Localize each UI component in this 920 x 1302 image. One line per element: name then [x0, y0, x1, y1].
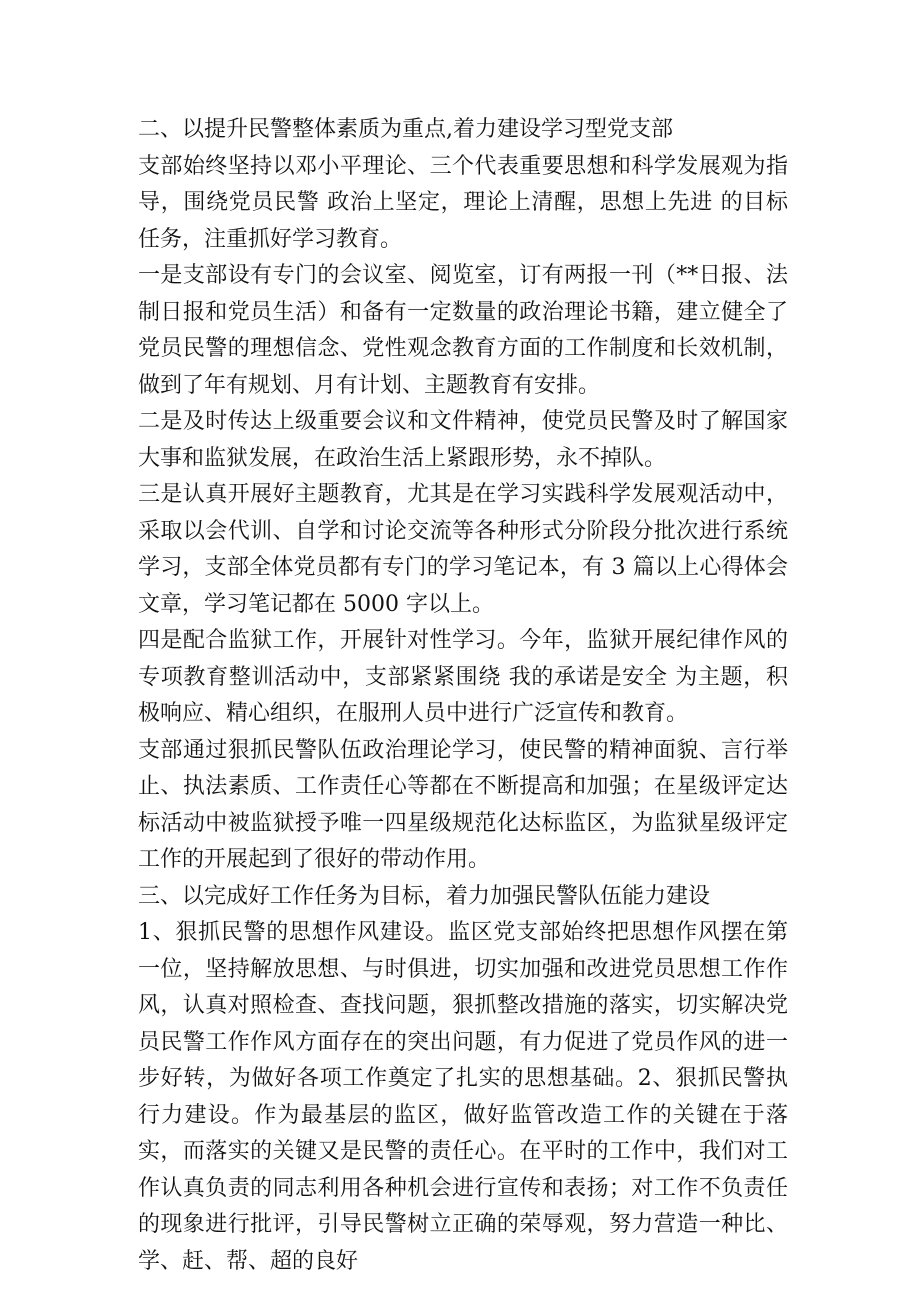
paragraph-point-four: 四是配合监狱工作，开展针对性学习。今年，监狱开展纪律作风的专项教育整训活动中，支部紧紧围绕 我的承诺是安全 为主题，积极响应、精心组织，在服刑人员中进行广泛宣传和教育。: [138, 628, 788, 726]
document-body: [138, 112, 788, 1280]
paragraph-summary: 支部通过狠抓民警队伍政治理论学习，使民警的精神面貌、言行举止、执法素质、工作责任心等都在不断提高和加强；在星级评定达标活动中被监狱授予唯一四星级规范化达标监区，为监狱星级评定工作的开展起到了很好的带动作用。: [138, 737, 788, 872]
paragraph-guiding-principle: 支部始终坚持以邓小平理论、三个代表重要思想和科学发展观为指导，围绕党员民警 政治上坚定，理论上清醒，思想上先进 的目标任务，注重抓好学习教育。: [138, 153, 788, 252]
paragraph-work-style: 1、狠抓民警的思想作风建设。监区党支部始终把思想作风摆在第一位，坚持解放思想、与时俱进，切实加强和改进党员思想工作作风，认真对照检查、查找问题，狠抓整改措施的落实，切实解决党员民警工作作风方面存在的突出问题，有力促进了党员作风的进一步好转，为做好各项工作奠定了扎实的思想基础。2、狠抓民警执行力建设。作为最基层的监区，做好监管改造工作的关键在于落实，而落实的关键又是民警的责任心。在平时的工作中，我们对工作认真负责的同志利用各种机会进行宣传和表扬；对工作不负责任的现象进行批评，引导民警树立正确的荣辱观，努力营造一种比、学、赶、帮、超的良好: [138, 920, 788, 1274]
heading-section-three: 三、以完成好工作任务为目标，着力加强民警队伍能力建设: [138, 883, 711, 909]
heading-section-two: 二、以提升民警整体素质为重点,着力建设学习型党支部: [138, 117, 673, 142]
paragraph-point-two: 二是及时传达上级重要会议和文件精神，使党员民警及时了解国家大事和监狱发展，在政治生活上紧跟形势，永不掉队。: [138, 409, 788, 471]
paragraph-point-one: 一是支部设有专门的会议室、阅览室，订有两报一刊（**日报、法制日报和党员生活）和备有一定数量的政治理论书籍，建立健全了党员民警的理想信念、党性观念教育方面的工作制度和长效机制，做到了年有规划、月有计划、主题教育有安排。: [138, 263, 788, 398]
paragraph-point-three: 三是认真开展好主题教育，尤其是在学习实践科学发展观活动中，采取以会代训、自学和讨论交流等各种形式分阶段分批次进行系统学习，支部全体党员都有专门的学习笔记本，有 3 篇以上心得体会文章，学习笔记都在 5000 字以上。: [138, 482, 788, 617]
